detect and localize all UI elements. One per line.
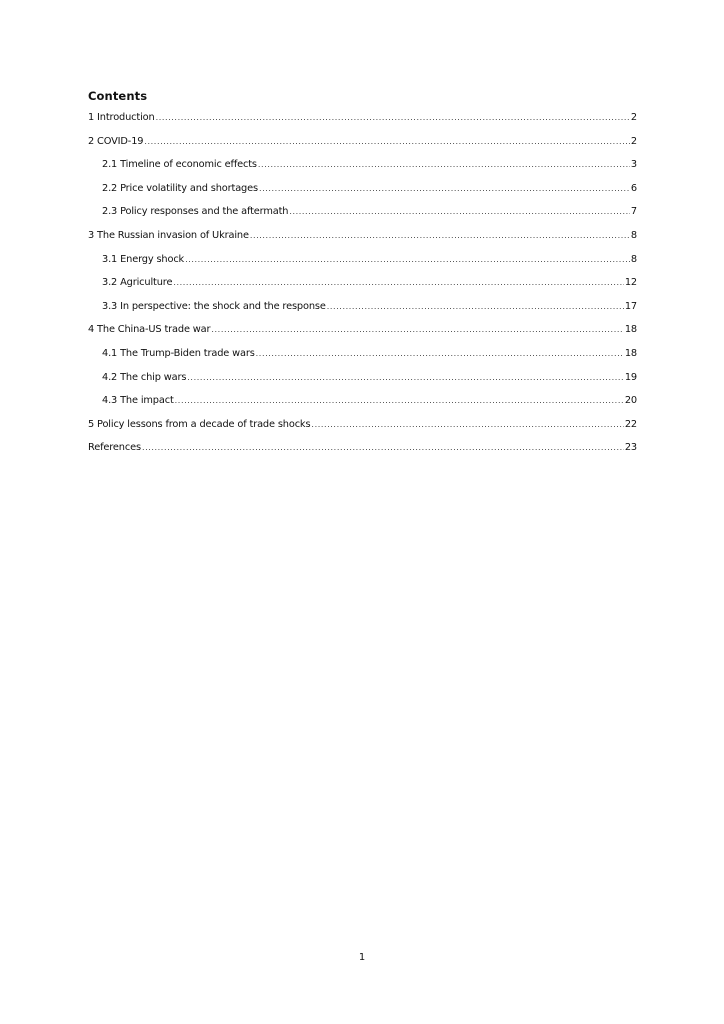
- toc-entry-energy-shock[interactable]: [88, 254, 637, 278]
- page-number: 1: [358, 952, 366, 963]
- toc-entry-page: 20: [624, 395, 637, 407]
- toc-leader-dots: [289, 207, 630, 216]
- table-of-contents: [88, 112, 637, 466]
- toc-entry-label: 2.1 Timeline of economic effects: [102, 159, 257, 171]
- toc-entry-policy-lessons[interactable]: [88, 419, 637, 443]
- toc-entry-page: 19: [624, 371, 637, 383]
- toc-entry-page: 12: [624, 277, 637, 289]
- toc-entry-price-volatility[interactable]: [88, 183, 637, 207]
- toc-leader-dots: [211, 325, 623, 334]
- toc-entry-page: 6: [630, 182, 637, 194]
- toc-entry-page: 8: [630, 229, 637, 241]
- toc-entry-page: 22: [624, 418, 637, 430]
- toc-leader-dots: [144, 137, 630, 146]
- toc-entry-page: 17: [624, 300, 637, 312]
- toc-entry-page: 18: [624, 347, 637, 359]
- toc-entry-label: 3 The Russian invasion of Ukraine: [88, 229, 249, 241]
- toc-entry-label: 4 The China-US trade war: [88, 324, 211, 336]
- toc-entry-agriculture[interactable]: [88, 277, 637, 301]
- toc-entry-page: 3: [630, 159, 637, 171]
- toc-entry-in-perspective[interactable]: [88, 301, 637, 325]
- toc-title: Contents: [88, 89, 148, 103]
- toc-entry-label: 3.2 Agriculture: [102, 277, 173, 289]
- toc-entry-page: 2: [630, 112, 637, 123]
- toc-leader-dots: [187, 373, 624, 382]
- toc-entry-label: 2.3 Policy responses and the aftermath: [102, 206, 289, 218]
- toc-leader-dots: [173, 278, 624, 287]
- toc-entry-label: 4.1 The Trump-Biden trade wars: [102, 347, 255, 359]
- toc-entry-label: 3.1 Energy shock: [102, 253, 185, 265]
- toc-entry-china-us-trade-war[interactable]: [88, 324, 637, 348]
- toc-leader-dots: [142, 443, 624, 452]
- toc-entry-page: 8: [630, 253, 637, 265]
- toc-entry-label: 3.3 In perspective: the shock and the response: [102, 300, 326, 312]
- toc-leader-dots: [250, 231, 630, 240]
- toc-leader-dots: [175, 396, 624, 405]
- toc-entry-page: 18: [624, 324, 637, 336]
- toc-entry-russian-invasion[interactable]: [88, 230, 637, 254]
- toc-entry-label: 2.2 Price volatility and shortages: [102, 182, 258, 194]
- toc-leader-dots: [258, 160, 630, 169]
- toc-entry-policy-responses[interactable]: [88, 206, 637, 230]
- toc-entry-label: References: [88, 442, 141, 454]
- toc-entry-introduction[interactable]: [88, 112, 637, 136]
- toc-leader-dots: [185, 255, 630, 264]
- toc-entry-chip-wars[interactable]: [88, 372, 637, 396]
- toc-leader-dots: [311, 420, 623, 429]
- toc-entry-label: 1 Introduction: [88, 112, 155, 123]
- toc-leader-dots: [256, 349, 624, 358]
- toc-entry-covid-19[interactable]: [88, 136, 637, 160]
- toc-entry-label: 5 Policy lessons from a decade of trade shocks: [88, 418, 311, 430]
- toc-entry-trump-biden[interactable]: [88, 348, 637, 372]
- toc-entry-references[interactable]: [88, 442, 637, 466]
- toc-entry-page: 2: [630, 135, 637, 147]
- toc-entry-label: 2 COVID-19: [88, 135, 144, 147]
- toc-entry-page: 7: [630, 206, 637, 218]
- toc-leader-dots: [156, 113, 630, 122]
- toc-entry-timeline-economic-effects[interactable]: [88, 159, 637, 183]
- toc-entry-label: 4.3 The impact: [102, 395, 174, 407]
- toc-entry-the-impact[interactable]: [88, 395, 637, 419]
- toc-leader-dots: [259, 184, 630, 193]
- toc-leader-dots: [327, 302, 624, 311]
- toc-entry-page: 23: [624, 442, 637, 454]
- toc-entry-label: 4.2 The chip wars: [102, 371, 187, 383]
